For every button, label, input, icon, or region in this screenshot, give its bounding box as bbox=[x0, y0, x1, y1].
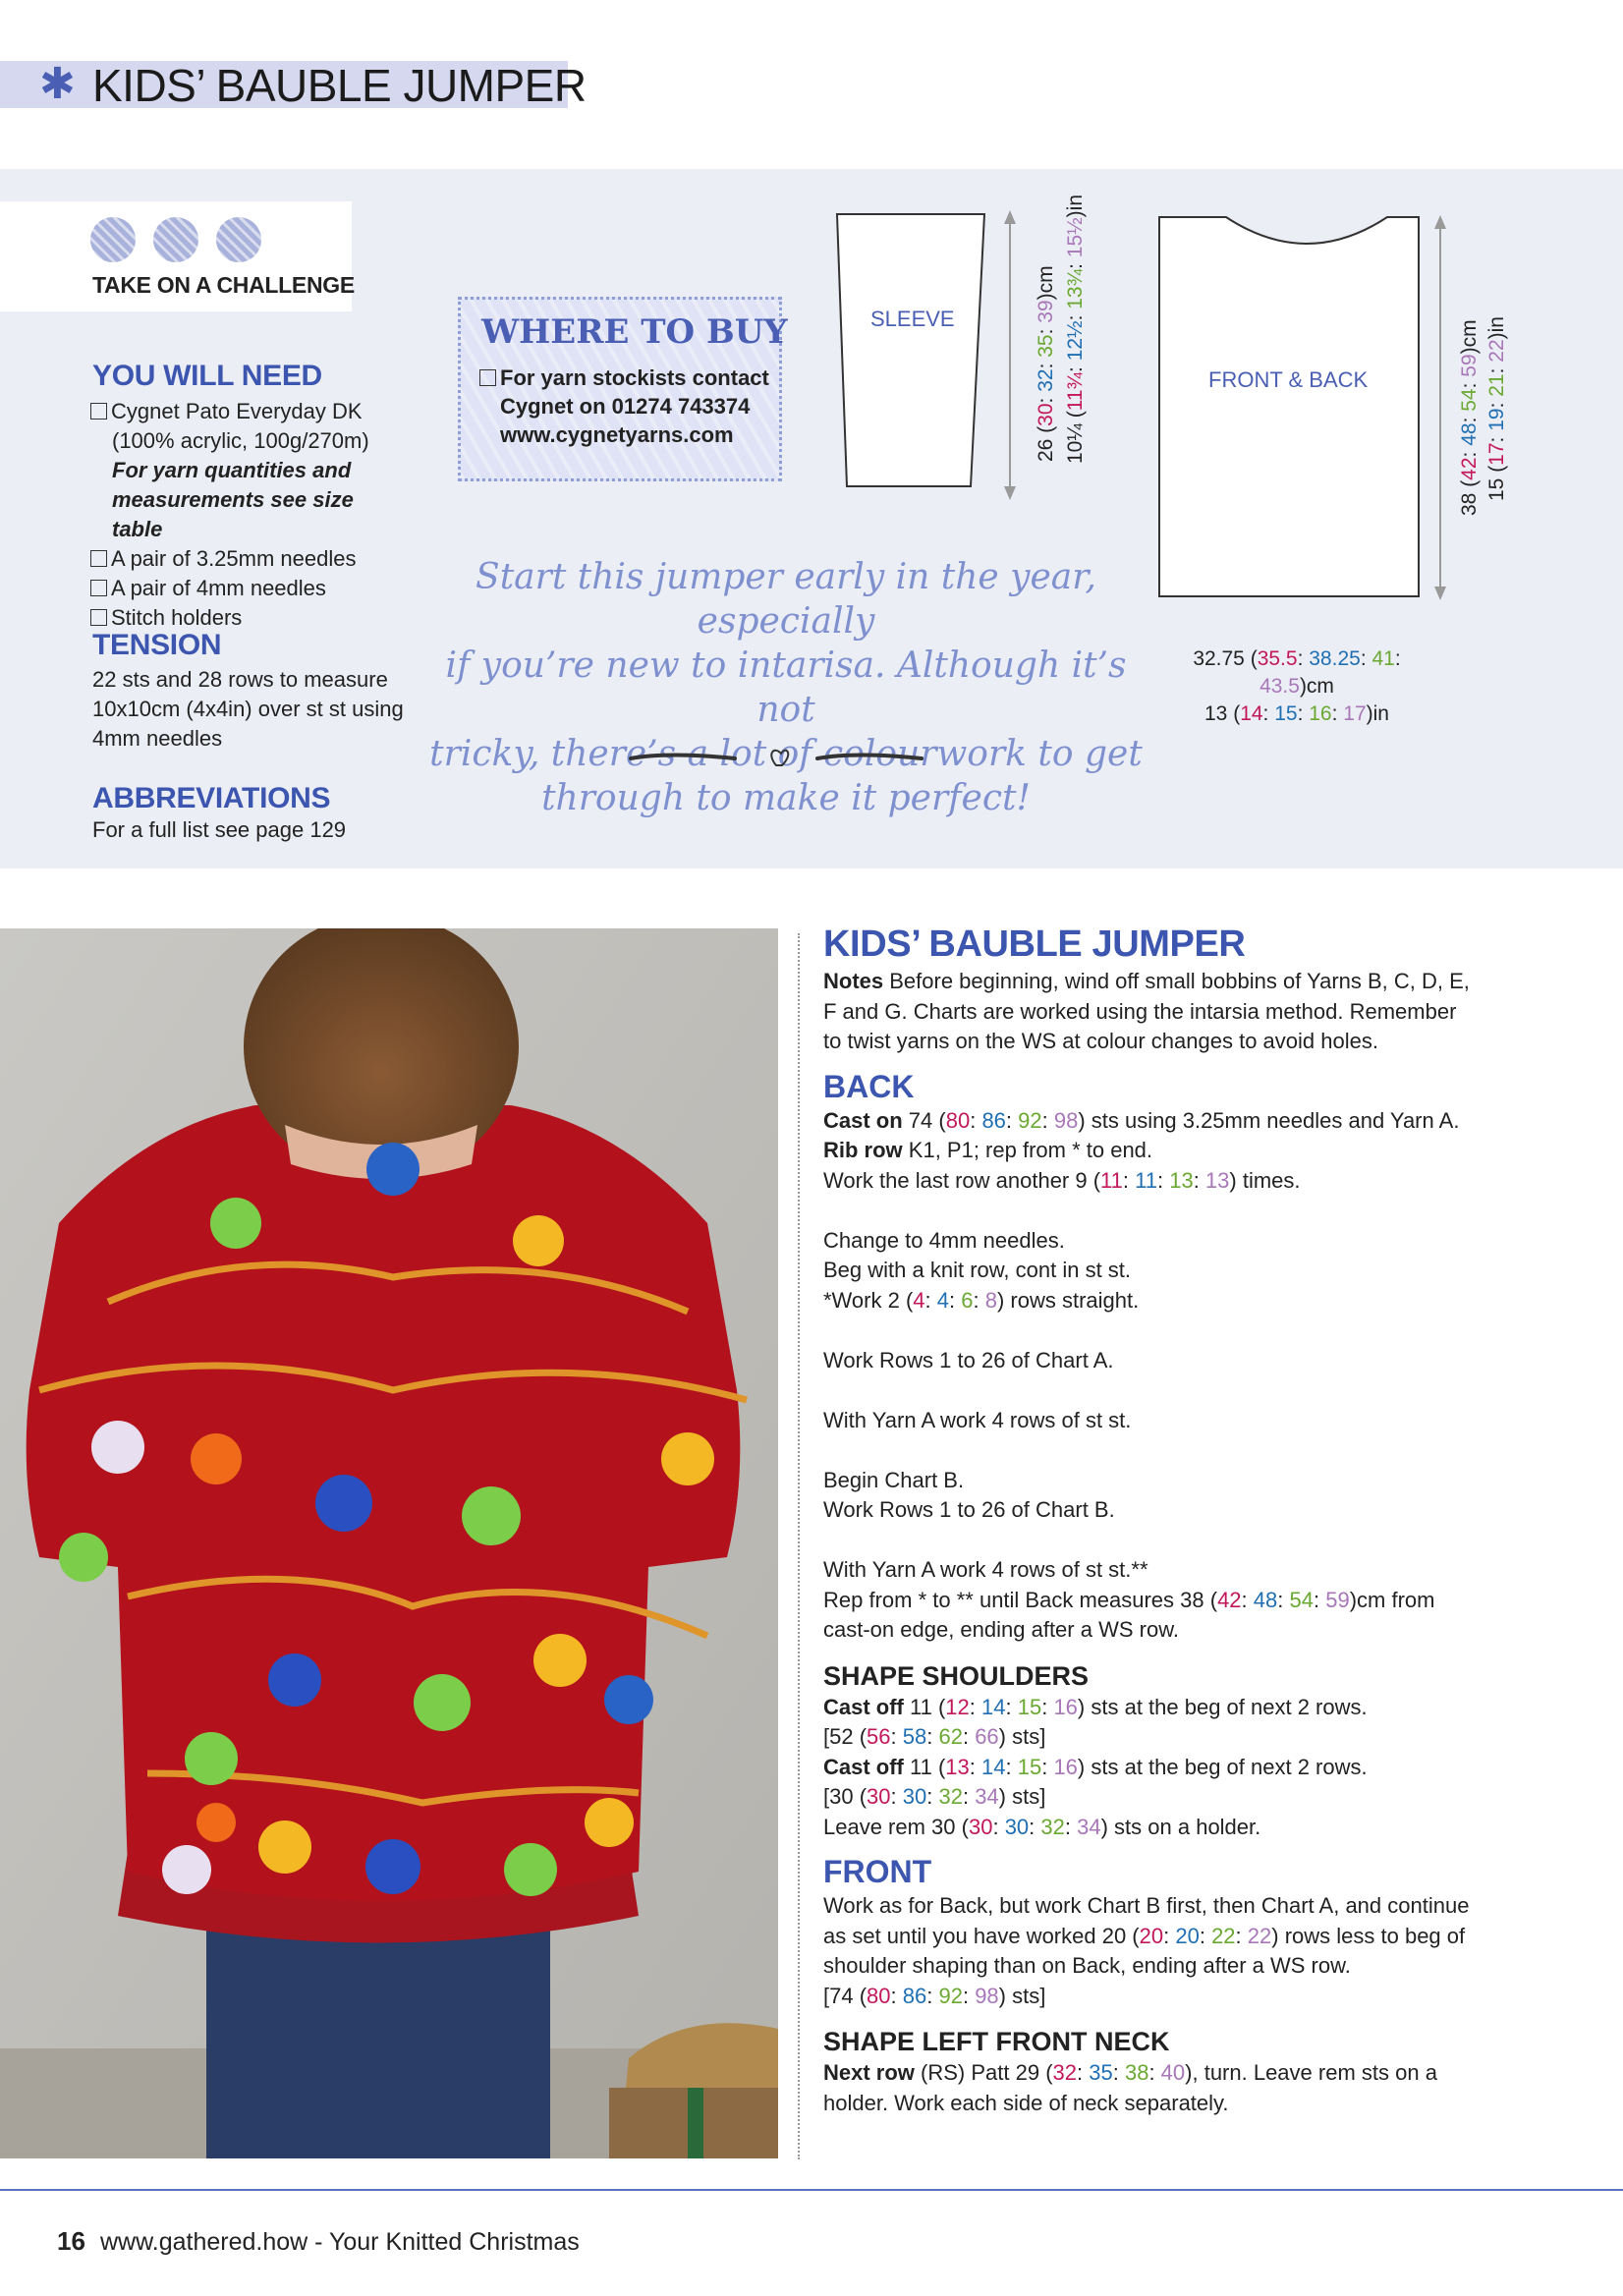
list-item: (100% acrylic, 100g/270m) bbox=[112, 428, 369, 453]
pattern-line: Begin Chart B. bbox=[823, 1467, 965, 1492]
back-heading: BACK bbox=[823, 1068, 915, 1104]
tension-heading: TENSION bbox=[92, 629, 222, 661]
pattern-line: Cast off 11 (12: 14: 15: 16) sts at the beg of next 2 rows. bbox=[823, 1694, 1368, 1719]
footer-text: www.gathered.how - Your Knitted Christmas bbox=[100, 2228, 580, 2256]
checkbox-icon bbox=[479, 369, 496, 386]
pattern-line: Change to 4mm needles. bbox=[823, 1227, 1065, 1253]
pattern-line: Cast on 74 (80: 86: 92: 98) sts using 3.25mm needles and Yarn A. bbox=[823, 1107, 1460, 1133]
you-will-need-list bbox=[90, 397, 405, 633]
pattern-line: Rib row K1, P1; rep from * to end. bbox=[823, 1138, 1153, 1162]
pattern-line: With Yarn A work 4 rows of st st.** bbox=[823, 1557, 1148, 1582]
pattern-column bbox=[823, 922, 1531, 2118]
yarn-ball-icon bbox=[216, 217, 261, 262]
challenge-label: TAKE ON A CHALLENGE bbox=[92, 272, 355, 298]
body-length-in: 15 (17: 19: 21: 22)in bbox=[1485, 316, 1508, 501]
yarn-ball-icon bbox=[153, 217, 198, 262]
tension-text: 22 sts and 28 rows to measure 10x10cm (4x4in) over st st using 4mm needles bbox=[92, 667, 404, 751]
you-will-need-heading: YOU WILL NEED bbox=[92, 360, 322, 392]
body-length-cm: 38 (42: 48: 54: 59)cm bbox=[1458, 319, 1481, 516]
where-to-buy-text: For yarn stockists contact Cygnet on 01274 743374 www.cygnetyarns.com bbox=[479, 364, 769, 449]
checkbox-icon bbox=[90, 580, 107, 596]
body-width: 32.75 (35.5: 38.25: 41: 43.5)cm 13 (14: 15: 16: 17)in bbox=[1193, 647, 1401, 725]
jumper-body bbox=[27, 1105, 741, 1901]
sleeve-length-cm: 26 (30: 32: 35: 39)cm bbox=[1035, 265, 1057, 462]
list-item: A pair of 3.25mm needles bbox=[90, 544, 405, 574]
checkbox-icon bbox=[90, 609, 107, 626]
pattern-line: Work the last row another 9 (11: 11: 13: 13) times. bbox=[823, 1167, 1301, 1193]
list-item: Cygnet Pato Everyday DK bbox=[90, 397, 405, 426]
pattern-line: Cast off 11 (13: 14: 15: 16) sts at the beg of next 2 rows. bbox=[823, 1754, 1368, 1779]
where-to-buy-title: WHERE TO BUY bbox=[481, 312, 788, 352]
abbreviations-text: For a full list see page 129 bbox=[92, 817, 347, 842]
pattern-line: [30 (30: 30: 32: 34) sts] bbox=[823, 1784, 1046, 1809]
notes-line: to twist yarns on the WS at colour changes to avoid holes. bbox=[823, 1029, 1378, 1053]
footer-rule bbox=[0, 2189, 1623, 2191]
pattern-line: shoulder shaping than on Back, ending after a WS row. bbox=[823, 1953, 1351, 1978]
yarn-ball-icon bbox=[90, 217, 136, 262]
body-diagram bbox=[1149, 201, 1464, 619]
pattern-line: as set until you have worked 20 (20: 20: 22: 22) rows less to beg of bbox=[823, 1923, 1466, 1948]
page-number: 16 bbox=[57, 2226, 85, 2256]
pattern-line: Leave rem 30 (30: 30: 32: 34) sts on a holder. bbox=[823, 1814, 1261, 1839]
pattern-line: cast-on edge, ending after a WS row. bbox=[823, 1617, 1179, 1642]
quote-flourish-icon bbox=[629, 742, 923, 771]
sleeve-label: SLEEVE bbox=[870, 307, 955, 331]
list-item: For yarn quantities and bbox=[112, 458, 352, 482]
pattern-line: *Work 2 (4: 4: 6: 8) rows straight. bbox=[823, 1287, 1140, 1313]
pattern-line: [74 (80: 86: 92: 98) sts] bbox=[823, 1983, 1046, 2008]
intro-quote: Start this jumper early in the year, especially if you’re new to intarisa. Although it’s not tricky, there’s a lot of colourwork to get through to make it perfect! bbox=[429, 557, 1143, 818]
list-item: A pair of 4mm needles bbox=[90, 574, 405, 603]
star-icon: ✱ bbox=[39, 60, 76, 108]
checkbox-icon bbox=[90, 550, 107, 567]
pattern-line: With Yarn A work 4 rows of st st. bbox=[823, 1407, 1132, 1432]
pattern-line: Next row (RS) Patt 29 (32: 35: 38: 40), turn. Leave rem sts on a bbox=[823, 2060, 1437, 2085]
pattern-line: [52 (56: 58: 62: 66) sts] bbox=[823, 1724, 1046, 1749]
notes-line: F and G. Charts are worked using the intarsia method. Remember bbox=[823, 998, 1457, 1024]
checkbox-icon bbox=[90, 403, 107, 420]
pattern-line: Beg with a knit row, cont in st st. bbox=[823, 1258, 1132, 1282]
pattern-line: Rep from * to ** until Back measures 38 (42: 48: 54: 59)cm from bbox=[823, 1587, 1435, 1612]
column-divider bbox=[798, 933, 800, 2159]
pattern-line: Work Rows 1 to 26 of Chart B. bbox=[823, 1497, 1115, 1522]
shape-left-front-neck-heading: SHAPE LEFT FRONT NECK bbox=[823, 2027, 1170, 2056]
list-item: Stitch holders bbox=[90, 603, 405, 633]
pattern-line: holder. Work each side of neck separately. bbox=[823, 2090, 1229, 2115]
body-label: FRONT & BACK bbox=[1208, 367, 1369, 392]
jeans bbox=[206, 1911, 550, 2158]
pattern-line: Work as for Back, but work Chart B first, then Chart A, and continue bbox=[823, 1893, 1470, 1918]
jumper-photo bbox=[0, 928, 778, 2158]
front-heading: FRONT bbox=[823, 1854, 932, 1889]
notes-line: Notes Before beginning, wind off small bobbins of Yarns B, C, D, E, bbox=[823, 969, 1470, 993]
pattern-line: Work Rows 1 to 26 of Chart A. bbox=[823, 1347, 1114, 1372]
shape-shoulders-heading: SHAPE SHOULDERS bbox=[823, 1660, 1090, 1691]
pattern-title: KIDS’ BAUBLE JUMPER bbox=[823, 924, 1246, 965]
sleeve-length-in: 10¼ (11¾: 12½: 13¾: 15½)in bbox=[1064, 194, 1087, 464]
abbreviations-heading: ABBREVIATIONS bbox=[92, 782, 331, 814]
page-title: KIDS’ BAUBLE JUMPER bbox=[92, 60, 587, 111]
list-item: measurements see size table bbox=[112, 487, 354, 541]
